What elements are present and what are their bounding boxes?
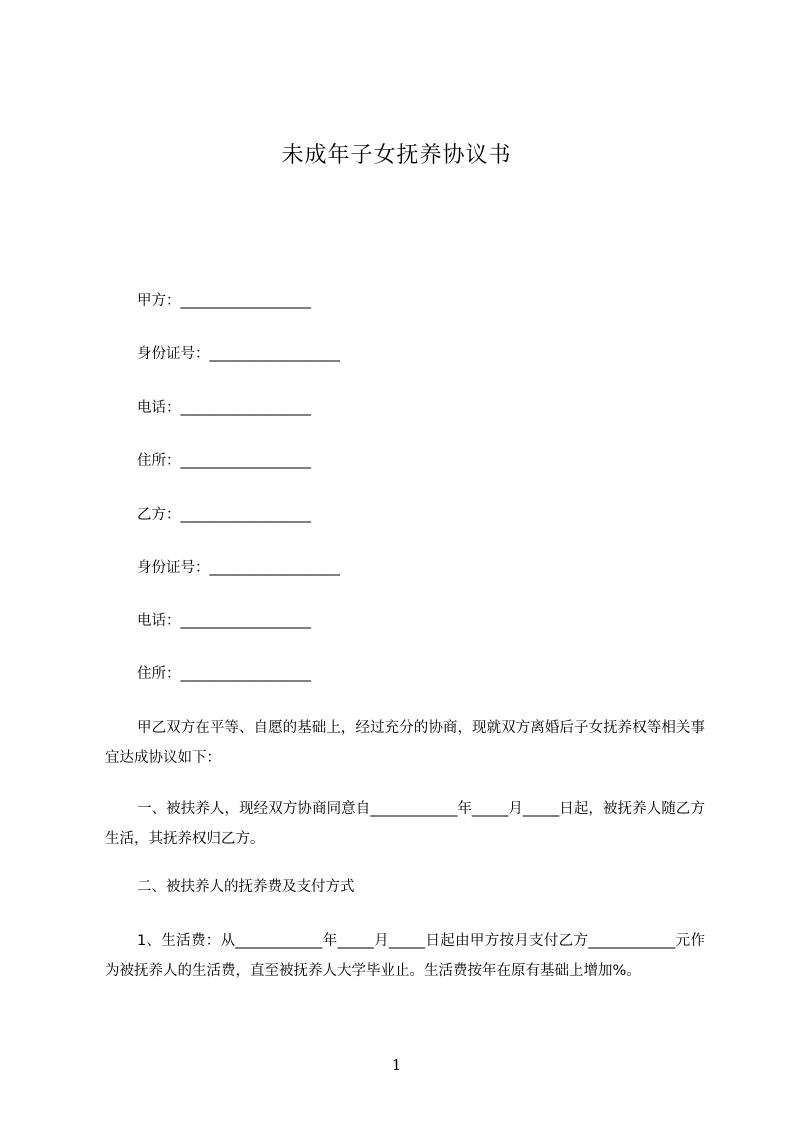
document-title: 未成年子女抚养协议书 <box>281 143 512 168</box>
clause-1-paragraph: 一、被扶养人，现经双方协商同意自____________年_____月_____日起，被抚养人随乙方生活，其抚养权归乙方。 <box>105 801 705 847</box>
party-b-address-field: 住所：__________________ <box>137 666 311 682</box>
clause-2-heading: 二、被扶养人的抚养费及支付方式 <box>137 879 355 895</box>
party-a-name-field: 甲方：__________________ <box>137 293 311 309</box>
party-b-phone-field: 电话：__________________ <box>137 613 311 629</box>
intro-paragraph: 甲乙双方在平等、自愿的基础上，经过充分的协商，现就双方离婚后子女抚养权等相关事宜达成协议如下： <box>105 720 705 766</box>
party-a-address-field: 住所：__________________ <box>137 453 311 469</box>
party-a-phone-field: 电话：__________________ <box>137 400 311 416</box>
page-number: 1 <box>391 1056 402 1074</box>
party-a-id-field: 身份证号：__________________ <box>137 346 340 362</box>
party-b-id-field: 身份证号：__________________ <box>137 560 340 576</box>
party-b-name-field: 乙方：__________________ <box>137 507 311 523</box>
clause-2-item-1-paragraph: 1、生活费：从____________年_____月_____日起由甲方按月支付乙方____________元作为被抚养人的生活费，直至被抚养人大学毕业止。生活费按年在原有基础上增加%。 <box>105 933 705 979</box>
